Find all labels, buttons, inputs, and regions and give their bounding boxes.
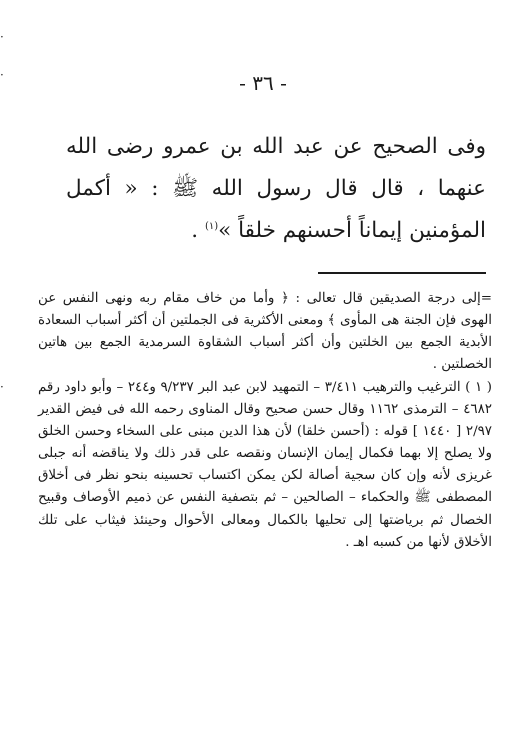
page-number: - ٣٦ - bbox=[239, 71, 287, 95]
hadith-end: . bbox=[191, 218, 205, 243]
hadith-body: وفى الصحيح عن عبد الله بن عمرو رضى الله عنهما ، قال قال رسول الله ﷺ : « أكمل المؤمنين إيماناً أحسنهم خلقاً » bbox=[66, 134, 486, 243]
footnote-1-text: ( ١ ) الترغيب والترهيب ٣/٤١١ – التمهيد لابن عبد البر ٩/٢٣٧ و٢٤٤ – وأبو داود رقم ٤٦٨٢ – الترمذى ١١٦٢ وقال حسن صحيح وقال المناوى رحمه الله فى فيض القدير ٢/٩٧ [ ١٤٤٠ ] قوله : (أحسن خلقا) لأن هذا الدين مبنى على السخاء وحسن الخلق ولا يصلح إلا بهما فكمال إيمان الإنسان ونقصه على قدر ذلك ولا يناقضه أنه جبلى غريزى لأنه وإن كان سجية أصالة لكن يمكن اكتساب تحسينه بنحو نظر فى أخلاق المصطفى ﷺ والحكماء – الصالحين – ثم بتصفية النفس عن ذميم الأوصاف وقبيح الخصال ثم برياضتها إلى تحليها بالكمال ومعالى الأحوال وحينئذ فيثاب على تلك الأخلاق لأنها من كسبه اهـ . bbox=[38, 380, 492, 550]
footnote-continuation-text: =إلى درجة الصديقين قال تعالى : ﴿ وأما من خاف مقام ربه ونهى النفس عن الهوى فإن الجنة هى المأوى ﴾ ومعنى الأكثرية فى الجملتين أن أكثر أسباب السعادة الأبدية الجمع بين الخلتين وأن أكثر أسباب الشقاوة السرمدية الجمع بين هاتين الخصلتين . bbox=[38, 291, 492, 373]
footnote-divider bbox=[318, 272, 486, 274]
footnote-marker: (١) bbox=[204, 220, 219, 232]
margin-speck: · bbox=[0, 68, 4, 82]
footnote-1 bbox=[38, 377, 492, 554]
footnote-continuation bbox=[38, 288, 492, 376]
margin-speck: · bbox=[0, 380, 4, 394]
margin-speck: · bbox=[0, 30, 4, 44]
hadith-text bbox=[66, 126, 486, 252]
